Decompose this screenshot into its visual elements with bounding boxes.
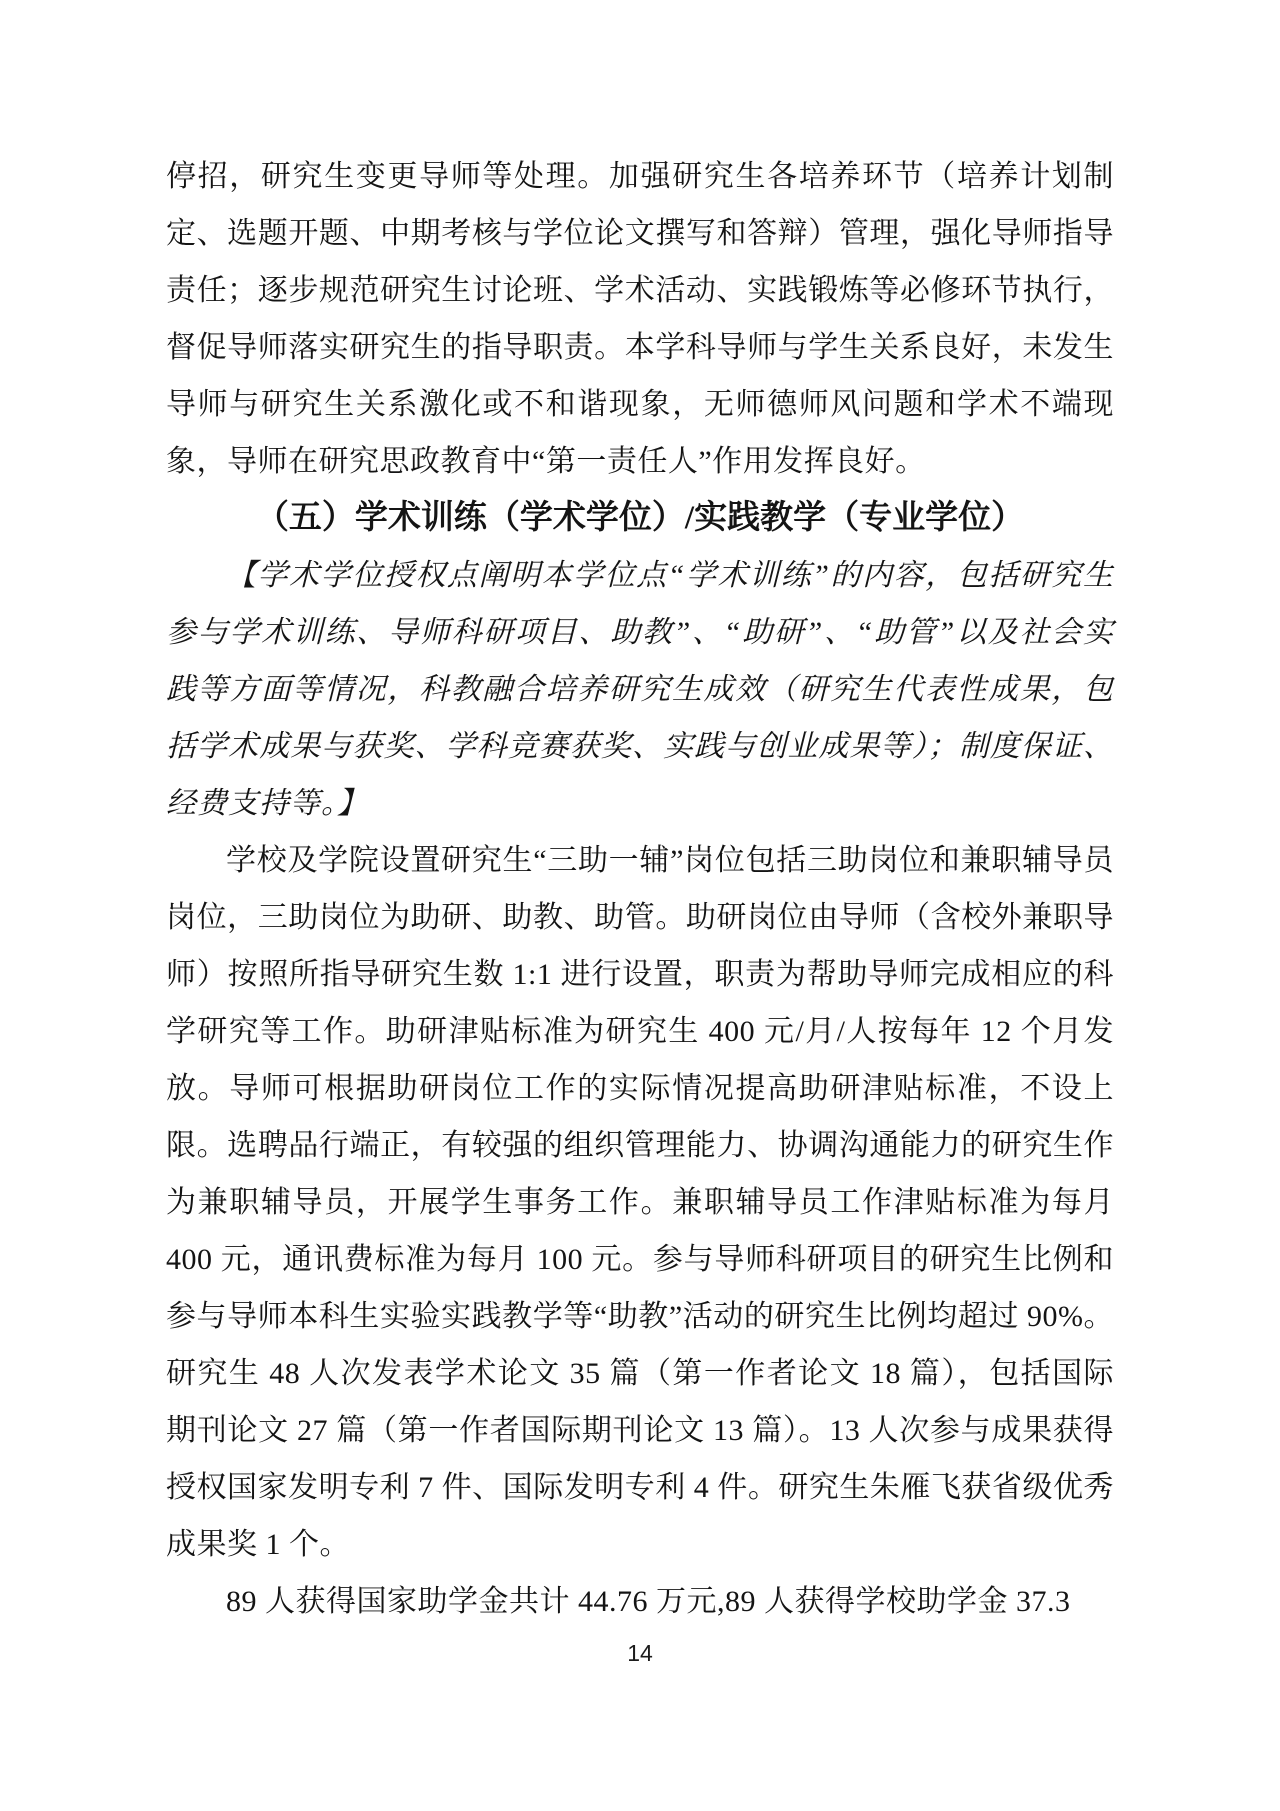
section-heading-academic-training: （五）学术训练（学术学位）/实践教学（专业学位） <box>255 500 1025 536</box>
page-number: 14 <box>627 1640 653 1666</box>
text-block <box>166 148 1114 1630</box>
paragraph-mentor-management-continuation: 停招，研究生变更导师等处理。加强研究生各培养环节（培养计划制定、选题开题、中期考核与学位论文撰写和答辩）管理，强化导师指导责任；逐步规范研究生讨论班、学术活动、实践锻炼等必修环节执行，督促导师落实研究生的指导职责。本学科导师与学生关系良好，未发生导师与研究生关系激化或不和谐现象，无师德师风问题和学术不端现象，导师在研究思政教育中“第一责任人”作用发挥良好。 <box>166 160 1114 478</box>
paragraph-scholarship-stats: 89 人获得国家助学金共计 44.76 万元,89 人获得学校助学金 37.3 <box>226 1585 1071 1618</box>
paragraph-bracket-guideline-note: 【学术学位授权点阐明本学位点“学术训练”的内容，包括研究生参与学术训练、导师科研项目、助教”、“助研”、“助管”以及社会实践等方面等情况，科教融合培养研究生成效（研究生代表性成果，包括学术成果与获奖、学科竞赛获奖、实践与创业成果等）；制度保证、经费支持等。】 <box>166 559 1114 820</box>
paragraph-assistant-positions: 学校及学院设置研究生“三助一辅”岗位包括三助岗位和兼职辅导员岗位，三助岗位为助研、助教、助管。助研岗位由导师（含校外兼职导师）按照所指导研究生数 1:1 进行设置，职责为帮助导师完成相应的科学研究等工作。助研津贴标准为研究生 400 元/月/人按每年 12 个月发放。导师可根据助研岗位工作的实际情况提高助研津贴标准，不设上限。选聘品行端正，有较强的组织管理能力、协调沟通能力的研究生作为兼职辅导员，开展学生事务工作。兼职辅导员工作津贴标准为每月 400 元，通讯费标准为每月 100 元。参与导师科研项目的研究生比例和参与导师本科生实验实践教学等“助教”活动的研究生比例均超过 90%。研究生 48 人次发表学术论文 35 篇（第一作者论文 18 篇），包括国际期刊论文 27 篇（第一作者国际期刊论文 13 篇）。13 人次参与成果获得授权国家发明专利 7 件、国际发明专利 4 件。研究生朱雁飞获省级优秀成果奖 1 个。 <box>166 844 1114 1561</box>
